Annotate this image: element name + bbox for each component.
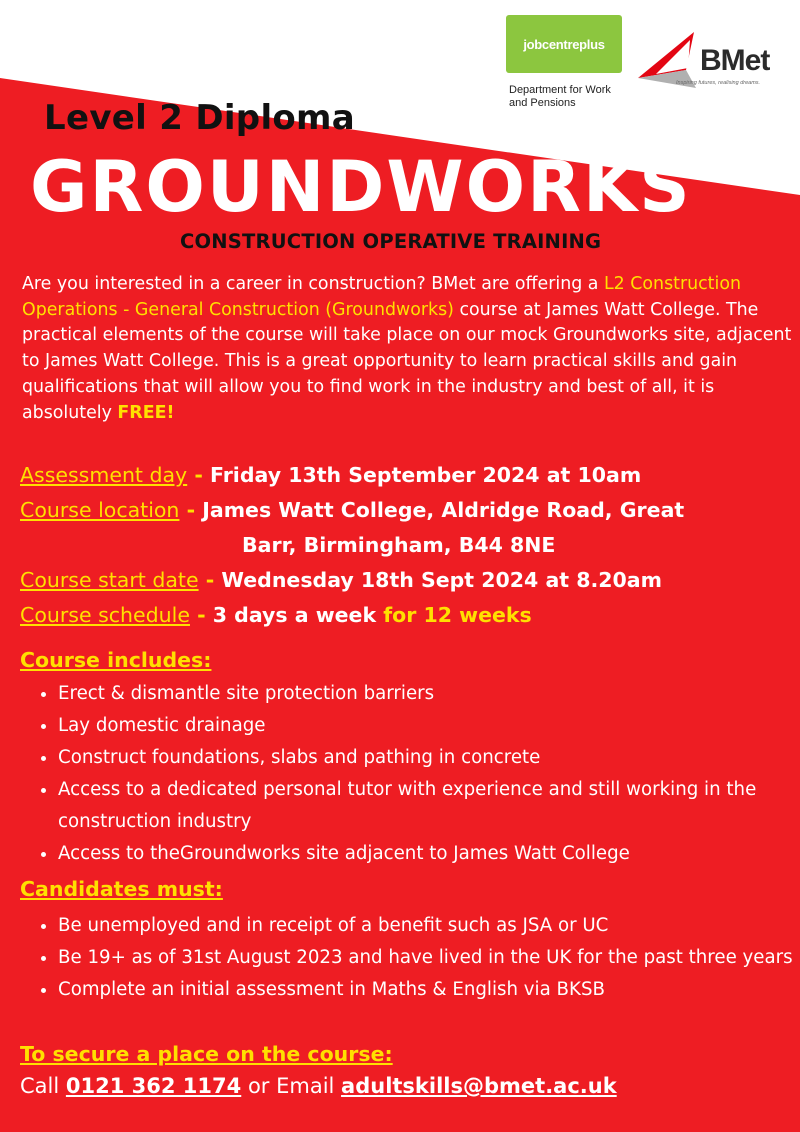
schedule-extra: for 12 weeks [383,603,532,627]
assessment-value: Friday 13th September 2024 at 10am [210,463,642,487]
list-item: • Erect & dismantle site protection barriers [58,678,800,710]
email-label: or Email [247,1074,335,1098]
separator: - [186,498,196,522]
location-row [20,493,790,528]
assessment-label: Assessment day [20,463,188,487]
jobcentre-plus-logo [506,15,622,73]
schedule-row [20,598,790,633]
assessment-row [20,458,790,493]
dwp-logo-text: Department for Work and Pensions [509,84,611,109]
list-item: • Be 19+ as of 31st August 2023 and have lived in the UK for the past three years [58,942,800,974]
course-name-highlight: L2 Construction Operations - General Construction (Groundworks) [22,274,741,320]
list-item: • Lay domestic drainage [58,710,800,742]
intro-paragraph [22,272,792,426]
email-link[interactable]: adultskills@bmet.ac.uk [341,1074,617,1098]
secure-heading: To secure a place on the course: [20,1042,393,1066]
candidates-heading: Candidates must: [20,877,223,901]
course-details [20,458,790,633]
phone-link[interactable]: 0121 362 1174 [65,1074,242,1098]
intro-text-1: Are you interested in a career in construction? BMet are offering a [22,274,604,294]
start-row [20,563,790,598]
includes-heading: Course includes: [20,648,212,672]
bmet-tagline: Inspiring futures, realising dreams. [676,80,761,86]
location-row-2 [20,528,790,563]
subtitle: Level 2 Diploma [44,98,356,138]
jobcentre-logo-text: jobcentreplus [523,36,605,52]
separator: - [194,463,203,487]
list-item: • Be unemployed and in receipt of a benefit such as JSA or UC [58,910,800,942]
call-label: Call [20,1074,60,1098]
page-title: GROUNDWORKS [30,146,692,228]
candidates-list [20,910,800,1006]
list-item: • Access to a dedicated personal tutor with experience and still working in the construction industry [58,774,800,838]
separator: - [197,603,206,627]
start-value: Wednesday 18th Sept 2024 at 8.20am [221,568,662,592]
list-item: • Complete an initial assessment in Maths & English via BKSB [58,974,800,1006]
intro-text-2: course at James Watt College. The practical elements of the course will take place on our mock Groundworks site, adjacent to James Watt College. This is a great opportunity to learn practical skills and gain qualifications that will allow you to find work in the industry and best of all, it is absolutely [22,299,792,423]
location-label: Course location [20,498,180,522]
list-item: • Construct foundations, slabs and pathing in concrete [58,742,800,774]
start-label: Course start date [20,568,199,592]
location-value-line2: Barr, Birmingham, B44 8NE [242,533,556,557]
contact-line [20,1074,617,1098]
includes-list [20,678,800,870]
location-value-line1: James Watt College, Aldridge Road, Great [202,498,685,522]
bmet-logo-text: BMet [700,44,770,77]
tagline: CONSTRUCTION OPERATIVE TRAINING [180,230,602,253]
schedule-label: Course schedule [20,603,190,627]
free-highlight: FREE! [117,402,175,423]
list-item: • Access to theGroundworks site adjacent to James Watt College [58,838,800,870]
schedule-value: 3 days a week [212,603,377,627]
separator: - [205,568,215,592]
